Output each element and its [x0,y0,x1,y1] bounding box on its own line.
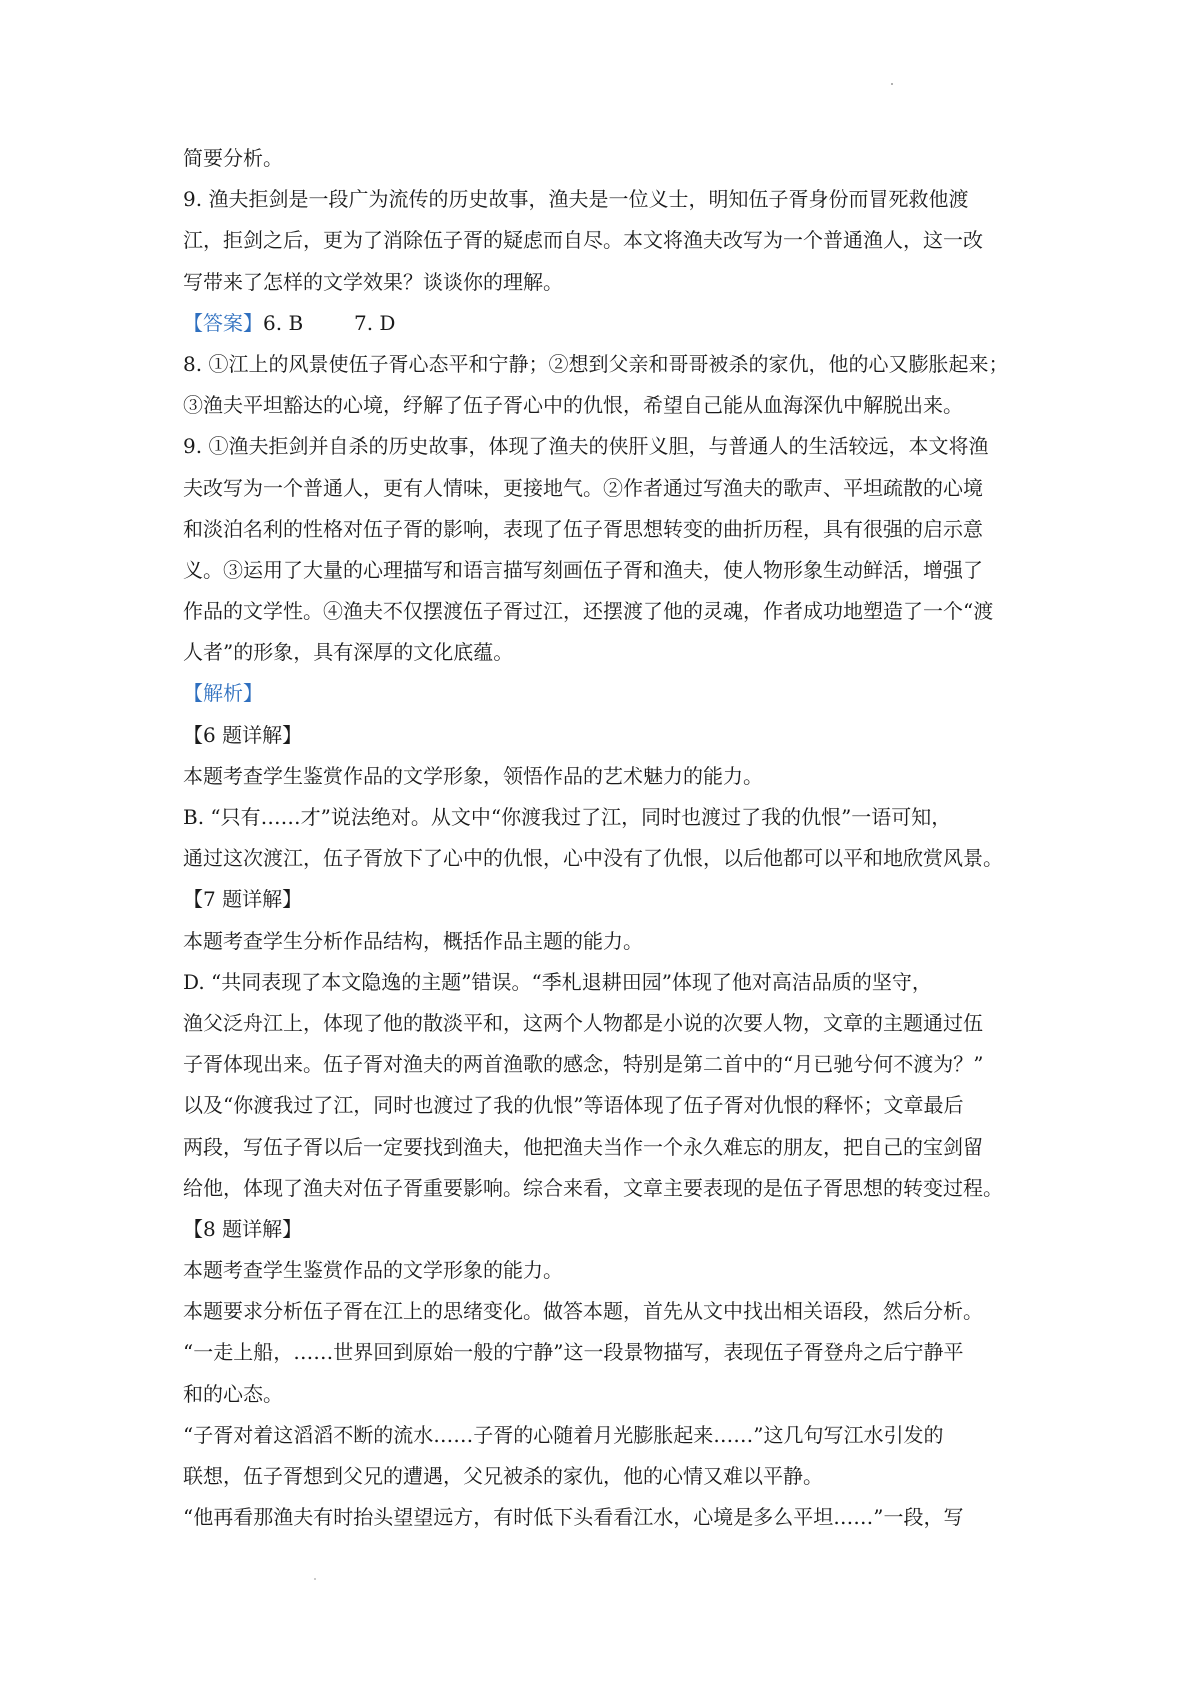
detail-8-line-7: “他再看那渔夫有时抬头望望远方，有时低下头看看江水，心境是多么平坦……”一段，写 [183,1505,964,1530]
detail-7-title: 【7 题详解】 [183,887,303,912]
answer-mc: 6. B 7. D [263,310,396,335]
answer-9-line-6: 人者”的形象，具有深厚的文化底蕴。 [183,640,514,665]
document-page [183,138,1033,1538]
detail-6-line-1: 本题考查学生鉴赏作品的文学形象，领悟作品的艺术魅力的能力。 [183,763,763,788]
answer-9-line-2: 夫改写为一个普通人，更有人情味，更接地气。②作者通过写渔夫的歌声、平坦疏散的心境 [183,475,983,500]
q9-line-2: 江，拒剑之后，更为了消除伍子胥的疑虑而自尽。本文将渔夫改写为一个普通渔人，这一改 [183,228,983,253]
answer-header-line [183,303,1033,344]
detail-7-line-6: 两段，写伍子胥以后一定要找到渔夫，他把渔夫当作一个永久难忘的朋友，把自己的宝剑留 [183,1134,983,1159]
detail-7-line-2: D. “共同表现了本文隐逸的主题”错误。“季札退耕田园”体现了他对高洁品质的坚守， [183,969,932,994]
detail-8-line-1: 本题考查学生鉴赏作品的文学形象的能力。 [183,1258,563,1283]
answer-9-line-1: 9. ①渔夫拒剑并自杀的历史故事，体现了渔夫的侠肝义胆，与普通人的生活较远，本文将渔 [183,434,989,459]
detail-8-line-5: “子胥对着这滔滔不断的流水……子胥的心随着月光膨胀起来……”这几句写江水引发的 [183,1422,944,1447]
detail-6-line-2: B. “只有……才”说法绝对。从文中“你渡我过了江，同时也渡过了我的仇恨”一语可知， [183,805,952,829]
detail-6-title: 【6 题详解】 [183,722,303,747]
q9-line-3: 写带来了怎样的文学效果？谈谈你的理解。 [183,269,563,294]
detail-8-line-2: 本题要求分析伍子胥在江上的思绪变化。做答本题，首先从文中找出相关语段，然后分析。 [183,1299,983,1324]
detail-8-line-6: 联想，伍子胥想到父兄的遭遇，父兄被杀的家仇，他的心情又难以平静。 [183,1464,823,1488]
answer-9-line-5: 作品的文学性。④渔夫不仅摆渡伍子胥过江，还摆渡了他的灵魂，作者成功地塑造了一个“渡 [183,599,994,624]
detail-8-line-4: 和的心态。 [183,1381,283,1406]
detail-8-line-3: “一走上船，……世界回到原始一般的宁静”这一段景物描写，表现伍子胥登舟之后宁静平 [183,1340,964,1365]
analysis-tag: 【解析】 [183,681,263,706]
answer-9-line-4: 义。③运用了大量的心理描写和语言描写刻画伍子胥和渔夫，使人物形象生动鲜活，增强了 [183,557,983,582]
answer-9-line-3: 和淡泊名利的性格对伍子胥的影响，表现了伍子胥思想转变的曲折历程，具有很强的启示意 [183,516,983,541]
detail-7-line-4: 子胥体现出来。伍子胥对渔夫的两首渔歌的感念，特别是第二首中的“月已驰兮何不渡为？” [183,1052,984,1077]
detail-7-line-3: 渔父泛舟江上，体现了他的散淡平和，这两个人物都是小说的次要人物，文章的主题通过伍 [183,1010,983,1035]
answer-8-line-2: ③渔夫平坦豁达的心境，纾解了伍子胥心中的仇恨，希望自己能从血海深仇中解脱出来。 [183,393,963,418]
q9-line-1: 9. 渔夫拒剑是一段广为流传的历史故事，渔夫是一位义士，明知伍子胥身份而冒死救他渡 [183,187,969,212]
scan-dot-bottom [314,1578,316,1580]
detail-6-line-3: 通过这次渡江，伍子胥放下了心中的仇恨，心中没有了仇恨，以后他都可以平和地欣赏风景。 [183,846,1003,871]
q8-tail-line: 简要分析。 [183,146,283,170]
answer-8-line-1: 8. ①江上的风景使伍子胥心态平和宁静；②想到父亲和哥哥被杀的家仇，他的心又膨胀起来； [183,351,1009,376]
detail-7-line-1: 本题考查学生分析作品结构，概括作品主题的能力。 [183,928,643,953]
scan-dot-top [891,83,893,85]
detail-7-line-7: 给他，体现了渔夫对伍子胥重要影响。综合来看，文章主要表现的是伍子胥思想的转变过程。 [183,1175,1003,1200]
detail-7-line-5: 以及“你渡我过了江，同时也渡过了我的仇恨”等语体现了伍子胥对仇恨的释怀；文章最后 [183,1093,964,1118]
detail-8-title: 【8 题详解】 [183,1216,303,1241]
answer-tag: 【答案】 [183,310,263,335]
